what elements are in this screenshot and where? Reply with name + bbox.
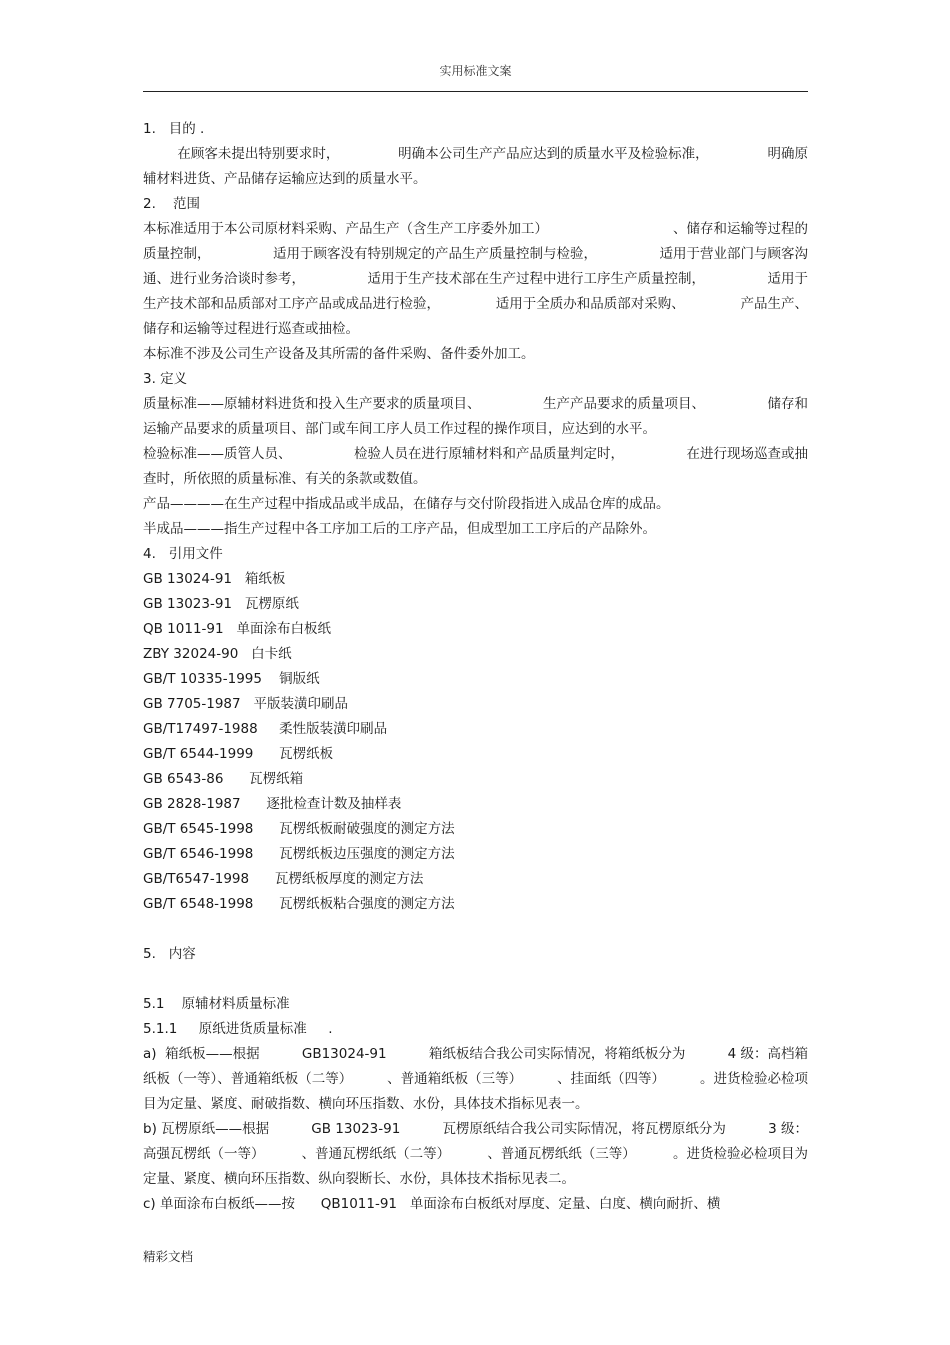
text-segment: 检验标准——质管人员、 — [143, 446, 292, 462]
text-segment: 通、进行业务洽谈时参考， — [143, 271, 305, 287]
text-line: 产品————在生产过程中指成品或半成品，在储存与交付阶段指进入成品仓库的成品。 — [143, 496, 670, 512]
text-segment: 、普通箱纸板（三等） — [387, 1071, 523, 1087]
blank-line — [143, 967, 808, 992]
text-line: GB/T 10335-1995 铜版纸 — [143, 671, 320, 687]
text-segment: 高强瓦楞纸（一等） — [143, 1146, 265, 1162]
text-segment: a) 箱纸板——根据 — [143, 1046, 260, 1062]
text-segment: 纸板（一等）、普通箱纸板（二等） — [143, 1071, 353, 1087]
text-line — [143, 1067, 808, 1092]
text-line: 本标准不涉及公司生产设备及其所需的备件采购、备件委外加工。 — [143, 346, 535, 362]
text-line: 运输产品要求的质量项目、部门或车间工序人员工作过程的操作项目，应达到的水平。 — [143, 421, 656, 437]
text-segment: 瓦楞原纸结合我公司实际情况，将瓦楞原纸分为 — [442, 1121, 726, 1137]
text-segment: 箱纸板结合我公司实际情况，将箱纸板分为 — [428, 1046, 686, 1062]
text-segment: 4 级：高档箱 — [727, 1046, 808, 1062]
text-segment: 本标准适用于本公司原材料采购、产品生产（含生产工序委外加工） — [143, 221, 548, 237]
text-line: 5.1.1 原纸进货质量标准 . — [143, 1021, 333, 1037]
text-line — [143, 1142, 808, 1167]
text-segment: 、普通瓦楞纸纸（二等） — [301, 1146, 451, 1162]
text-line: 2. 范围 — [143, 196, 201, 212]
text-segment: 质量标准——原辅材料进货和投入生产要求的质量项目、 — [143, 396, 481, 412]
text-line: ZBY 32024-90 白卡纸 — [143, 646, 292, 662]
text-line: GB/T 6544-1999 瓦楞纸板 — [143, 746, 334, 762]
text-line: 4. 引用文件 — [143, 546, 223, 562]
text-segment: 明确本公司生产产品应达到的质量水平及检验标准， — [398, 146, 709, 162]
text-segment: 在顾客未提出特别要求时， — [143, 146, 340, 162]
text-line: GB 13024-91 箱纸板 — [143, 571, 286, 587]
text-line: QB 1011-91 单面涂布白板纸 — [143, 621, 331, 637]
text-segment: 明确原 — [767, 146, 808, 162]
text-line: 辅材料进货、产品储存运输应达到的质量水平。 — [143, 171, 427, 187]
text-line: 查时，所依照的质量标准、有关的条款或数值。 — [143, 471, 427, 487]
document-body — [143, 117, 808, 1217]
text-segment: GB13024-91 — [301, 1046, 387, 1062]
text-line: 1. 目的 . — [143, 121, 205, 137]
text-line: 5. 内容 — [143, 946, 196, 962]
text-segment: 在进行现场巡查或抽 — [686, 446, 808, 462]
text-line: 3. 定义 — [143, 371, 188, 387]
text-line — [143, 1117, 808, 1142]
text-line: GB/T17497-1988 柔性版装潢印刷品 — [143, 721, 388, 737]
text-segment: GB 13023-91 — [311, 1121, 401, 1137]
text-line: GB 6543-86 瓦楞纸箱 — [143, 771, 304, 787]
text-segment: 3 级： — [768, 1121, 808, 1137]
header-divider — [143, 91, 808, 92]
text-segment: 适用于营业部门与顾客沟 — [659, 246, 808, 262]
text-line: GB/T 6548-1998 瓦楞纸板粘合强度的测定方法 — [143, 896, 455, 912]
text-segment: 。进货检验必检项目为 — [672, 1146, 808, 1162]
blank-line — [143, 917, 808, 942]
text-line: 定量、紧度、横向环压指数、纵向裂断长、水份，具体技术指标见表二。 — [143, 1171, 575, 1187]
text-line: c) 单面涂布白板纸——按 QB1011-91 单面涂布白板纸对厚度、定量、白度、横向耐折、横 — [143, 1196, 721, 1212]
text-segment: 生产产品要求的质量项目、 — [543, 396, 705, 412]
text-segment: 、储存和运输等过程的 — [673, 221, 808, 237]
text-line: GB 7705-1987 平版装潢印刷品 — [143, 696, 348, 712]
text-line: 5.1 原辅材料质量标准 — [143, 996, 290, 1012]
text-line — [143, 267, 808, 292]
text-segment: 储存和 — [767, 396, 808, 412]
text-segment: 适用于生产技术部在生产过程中进行工序生产质量控制， — [367, 271, 705, 287]
text-line: GB 2828-1987 逐批检查计数及抽样表 — [143, 796, 402, 812]
text-line: GB/T6547-1998 瓦楞纸板厚度的测定方法 — [143, 871, 424, 887]
text-line — [143, 292, 808, 317]
text-line — [143, 142, 808, 167]
text-line: 储存和运输等过程进行巡查或抽检。 — [143, 321, 359, 337]
text-segment: 质量控制， — [143, 246, 211, 262]
text-segment: 生产技术部和品质部对工序产品或成品进行检验， — [143, 296, 440, 312]
text-line — [143, 1042, 808, 1067]
text-line — [143, 217, 808, 242]
text-line — [143, 442, 808, 467]
text-segment: 、普通瓦楞纸纸（三等） — [487, 1146, 636, 1162]
text-line: 半成品———指生产过程中各工序加工后的工序产品，但成型加工工序后的产品除外。 — [143, 521, 656, 537]
page-footer: 精彩文档 — [143, 1249, 194, 1264]
text-segment: 适用于顾客没有特别规定的产品生产质量控制与检验， — [273, 246, 597, 262]
text-segment: 、挂面纸（四等） — [557, 1071, 666, 1087]
text-segment: 适用于 — [767, 271, 808, 287]
text-line: 目为定量、紧度、耐破指数、横向环压指数、水份，具体技术指标见表一。 — [143, 1096, 589, 1112]
text-segment: 。进货检验必检项 — [699, 1071, 808, 1087]
text-line: GB 13023-91 瓦楞原纸 — [143, 596, 299, 612]
text-line — [143, 242, 808, 267]
page-header: 实用标准文案 — [439, 64, 512, 78]
text-segment: 适用于全质办和品质部对采购、 — [495, 296, 685, 312]
text-segment: 检验人员在进行原辅材料和产品质量判定时， — [354, 446, 624, 462]
text-segment: b) 瓦楞原纸——根据 — [143, 1121, 270, 1137]
text-line: GB/T 6545-1998 瓦楞纸板耐破强度的测定方法 — [143, 821, 455, 837]
text-line: GB/T 6546-1998 瓦楞纸板边压强度的测定方法 — [143, 846, 455, 862]
text-segment: 产品生产、 — [740, 296, 808, 312]
text-line — [143, 392, 808, 417]
